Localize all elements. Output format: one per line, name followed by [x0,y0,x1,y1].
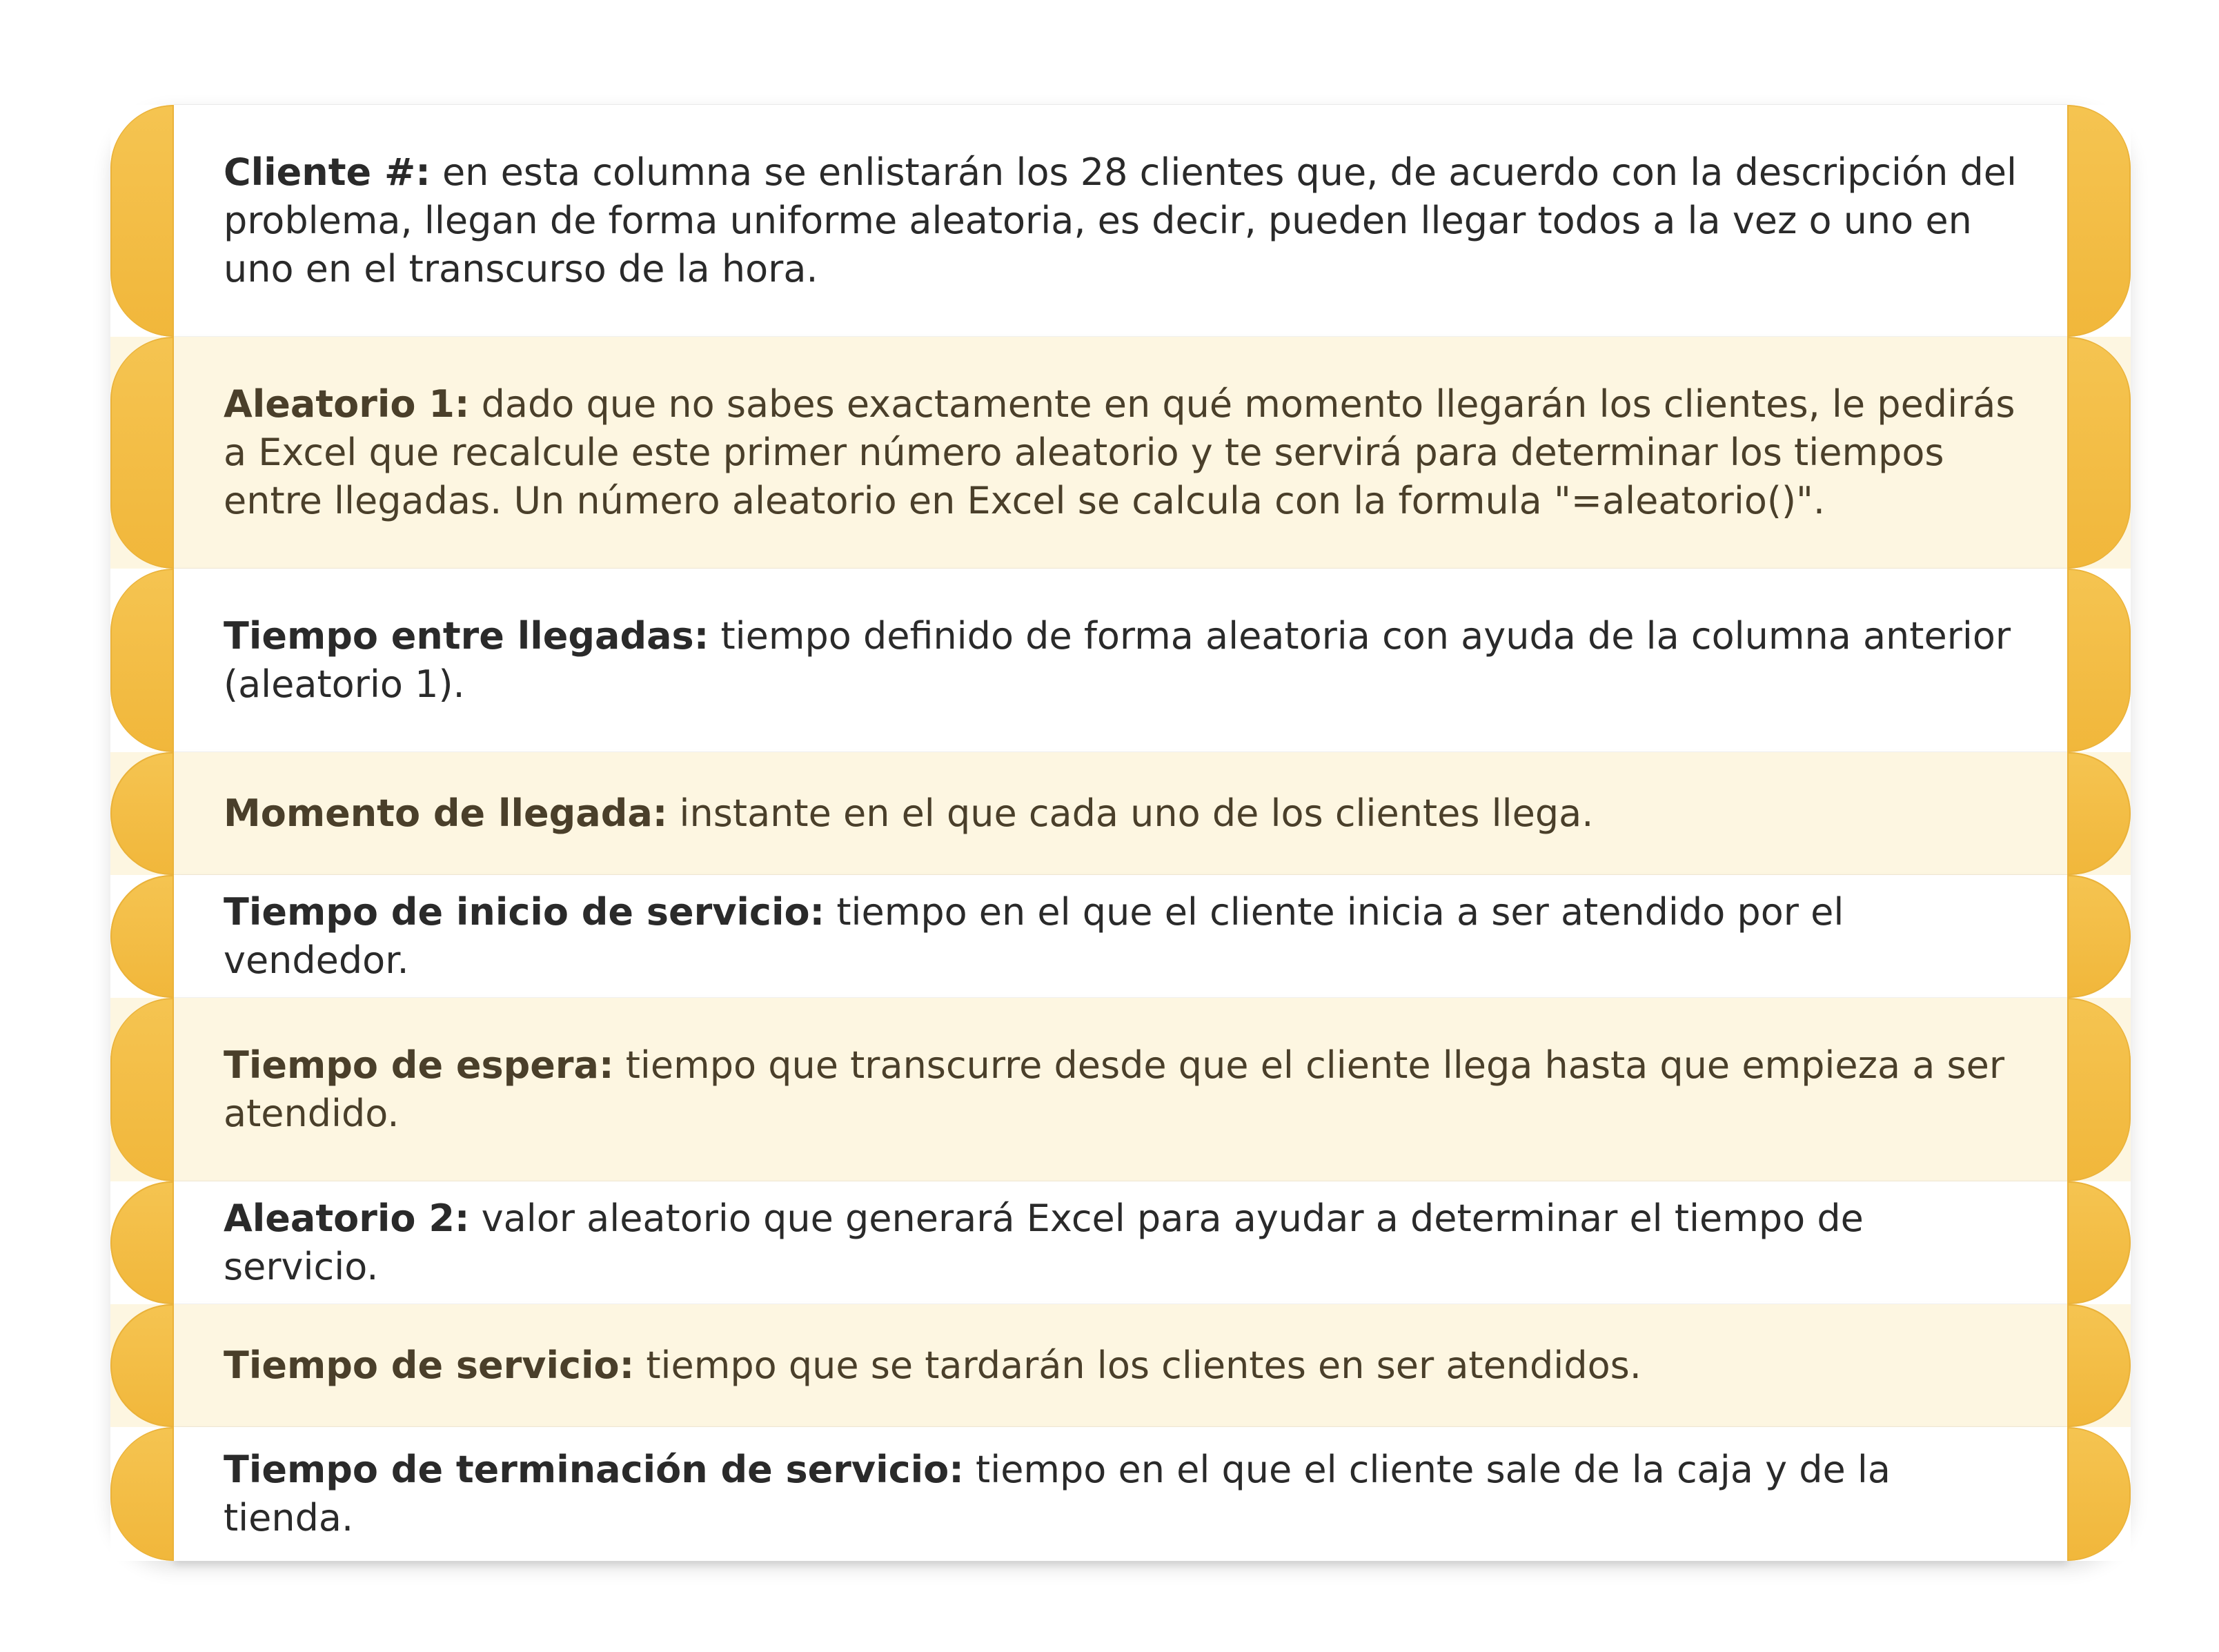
item-term: Tiempo de servicio: [224,1344,635,1387]
item-term: Aleatorio 2: [224,1197,470,1240]
item-term: Aleatorio 1: [224,382,470,426]
list-item-aleatorio-1 [110,337,2131,569]
left-tab [110,1304,174,1427]
item-text [224,1446,2027,1542]
list-item-tiempo-de-inicio [110,875,2131,998]
right-tab [2067,569,2131,752]
item-definition: tiempo que transcurre desde que el cliente llega hasta que empieza a ser atendido. [224,1043,2005,1135]
item-definition: instante en el que cada uno de los clientes llega. [667,791,1594,835]
item-text [224,789,2027,838]
list-item-aleatorio-2 [110,1181,2131,1304]
right-tab [2067,752,2131,875]
left-tab [110,752,174,875]
item-definition: dado que no sabes exactamente en qué momento llegarán los clientes, le pedirás a Excel que recalcule este primer número aleatorio y te servirá para determinar los tiempos entre llegadas. Un número aleatorio en Excel se calcula con la formula "=aleatorio()". [224,382,2015,522]
item-text [224,1341,2027,1390]
right-tab [2067,875,2131,998]
left-tab [110,569,174,752]
item-definition: valor aleatorio que generará Excel para ayudar a determinar el tiempo de servicio. [224,1197,1864,1288]
definition-list [110,105,2131,1561]
item-term: Cliente #: [224,150,431,194]
list-item-tiempo-de-espera [110,998,2131,1181]
item-term: Tiempo de espera: [224,1043,614,1087]
left-tab [110,1427,174,1561]
item-text [224,1194,2027,1291]
item-definition: tiempo en el que el cliente sale de la caja y de la tienda. [224,1448,1891,1540]
item-text [224,1041,2027,1138]
right-tab [2067,337,2131,569]
right-tab [2067,998,2131,1181]
left-tab [110,875,174,998]
left-tab [110,105,174,337]
item-definition: tiempo en el que el cliente inicia a ser atendido por el vendedor. [224,890,1844,982]
list-item-cliente [110,105,2131,337]
item-text [224,888,2027,985]
item-term: Tiempo entre llegadas: [224,614,709,658]
right-tab [2067,105,2131,337]
list-item-tiempo-entre-llegadas [110,569,2131,752]
item-definition: tiempo que se tardarán los clientes en ser atendidos. [634,1344,1641,1387]
left-tab [110,337,174,569]
item-text [224,380,2027,525]
list-item-momento-de-llegada [110,752,2131,875]
item-text [224,612,2027,709]
item-text [224,148,2027,293]
list-item-tiempo-de-terminacion [110,1427,2131,1561]
item-definition: en esta columna se enlistarán los 28 clientes que, de acuerdo con la descripción del problema, llegan de forma uniforme aleatoria, es decir, pueden llegar todos a la vez o uno en uno en el transcurso de la hora. [224,150,2017,291]
item-term: Momento de llegada: [224,791,668,835]
right-tab [2067,1427,2131,1561]
item-definition: tiempo definido de forma aleatoria con ayuda de la columna anterior (aleatorio 1). [224,614,2011,706]
list-item-tiempo-de-servicio [110,1304,2131,1427]
left-tab [110,998,174,1181]
right-tab [2067,1304,2131,1427]
right-tab [2067,1181,2131,1304]
left-tab [110,1181,174,1304]
item-term: Tiempo de terminación de servicio: [224,1448,964,1491]
item-term: Tiempo de inicio de servicio: [224,890,825,934]
